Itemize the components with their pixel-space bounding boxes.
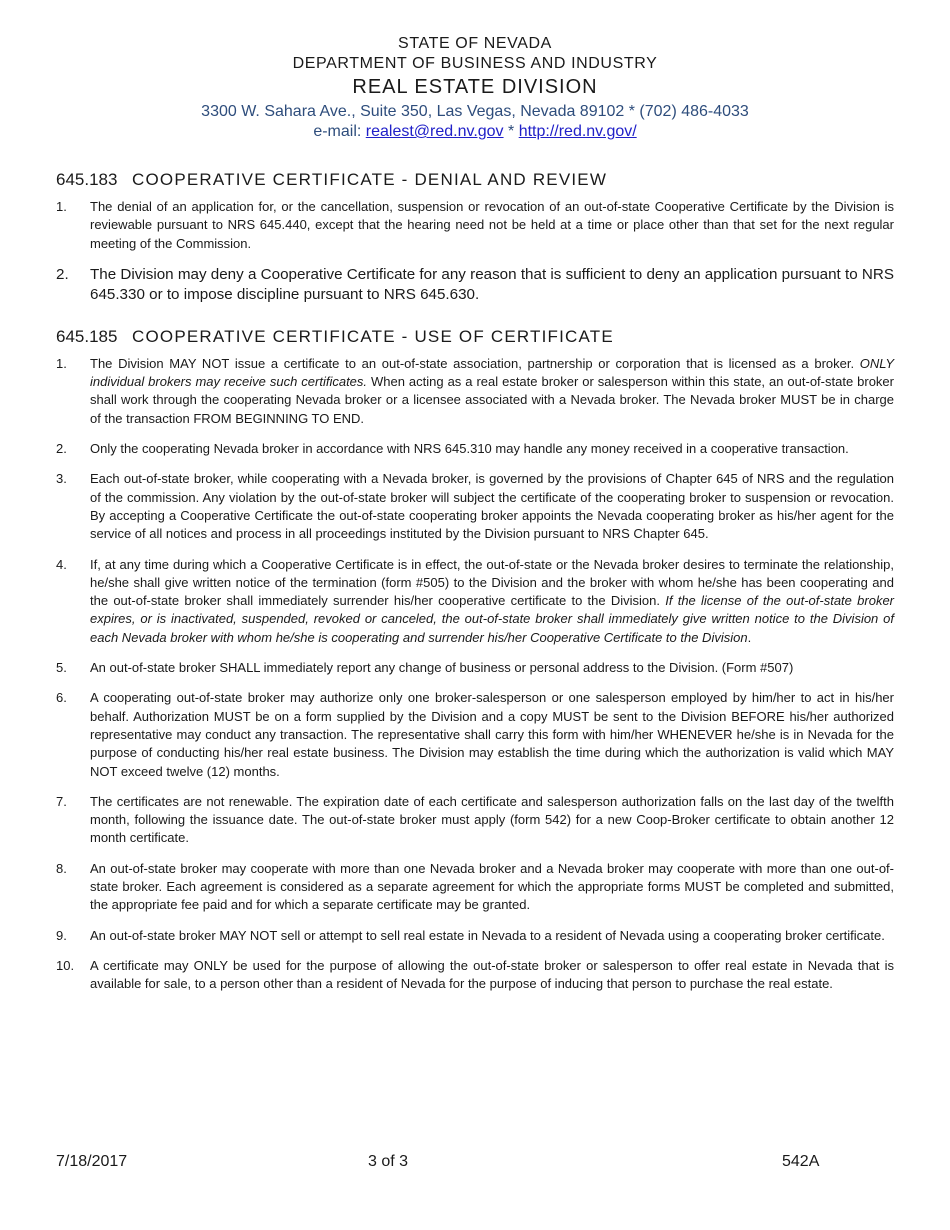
section-heading: COOPERATIVE CERTIFICATE - DENIAL AND REVIEW	[132, 170, 608, 189]
item-text: A certificate may ONLY be used for the purpose of allowing the out-of-state broker or salesperson to offer real estate in Nevada that is available for sale, to a person other than a resident of Nevada for the purpose of inducing that person to purchase the real estate.	[90, 957, 894, 992]
contact-line	[0, 122, 950, 142]
item-text-italic: ONLY individual brokers may receive such certificates.	[90, 355, 894, 390]
separator: *	[503, 123, 519, 140]
page-number: 3 of 3	[368, 1153, 409, 1170]
section-title	[56, 327, 894, 347]
document-body	[56, 170, 894, 1006]
item-number: 1.	[56, 355, 67, 371]
item-number: 10.	[56, 957, 75, 973]
page-footer	[56, 1153, 896, 1175]
list-item	[56, 793, 894, 848]
item-text: The denial of an application for, or the cancellation, suspension or revocation of an out-of-state Cooperative Certificate by the Division is reviewable pursuant to NRS 645.440, except that the hearing need not be held at a time or place other than that set for the next regular meeting of the Commission.	[90, 199, 894, 251]
website-link[interactable]: http://red.nv.gov/	[518, 123, 637, 140]
item-text: Each out-of-state broker, while cooperating with a Nevada broker, is governed by the provisions of Chapter 645 of NRS and the regulation of the commission. Any violation by the out-of-state broker will subject the certificate of the cooperating broker to suspension or revocation. By accepting a Cooperative Certificate the out-of-state cooperating broker appoints the Nevada cooperating broker as his/her agent for the service of all notices and process in all proceedings instituted by the Division pursuant to NRS Chapter 645.	[90, 471, 894, 542]
item-number: 6.	[56, 690, 67, 706]
item-number: 5.	[56, 660, 67, 676]
list-item	[56, 689, 894, 780]
item-number: 4.	[56, 556, 67, 572]
item-number: 1.	[56, 199, 67, 214]
email-label: e-mail:	[313, 123, 366, 140]
item-number: 2.	[56, 265, 69, 283]
item-text	[90, 355, 894, 428]
list-item	[56, 355, 894, 428]
item-text: The certificates are not renewable. The expiration date of each certificate and salesperson authorization falls on the last day of the twelfth month, following the issuance date. The out-of-state broker must apply (form 542) for a new Coop-Broker certificate to obtain another 12 month certificate.	[90, 793, 894, 846]
section-title	[56, 170, 894, 190]
list-item	[56, 957, 894, 994]
list-item	[56, 860, 894, 915]
item-text: An out-of-state broker SHALL immediately report any change of business or personal address to the Division. (Form #507)	[90, 660, 794, 676]
footer-date: 7/18/2017	[56, 1153, 128, 1170]
list-item	[56, 470, 894, 543]
list-item	[56, 198, 894, 253]
item-text-part: If, at any time during which a Cooperative Certificate is in effect, the out-of-state or the Nevada broker desires to terminate the relationship, he/she shall give written notice of the termination (form #505) to the Division and the broker with whom he/she has been cooperating and the out-of-state broker shall immediately surrender his/her cooperative certificate to the Division.	[90, 556, 894, 609]
department-name: DEPARTMENT OF BUSINESS AND INDUSTRY	[292, 55, 658, 72]
list-item	[56, 927, 894, 945]
letterhead	[0, 34, 950, 142]
item-text-part: The Division MAY NOT issue a certificate to an out-of-state association, partnership or corporation that is licensed as a broker.	[90, 355, 860, 371]
item-text: A cooperating out-of-state broker may authorize only one broker-salesperson or one salesperson employed by him/her to act in his/her behalf. Authorization MUST be on a form supplied by the Division and a copy MUST be sent to the Division BEFORE his/her authorized representative may conduct any transaction. The representative shall carry this form with him/her WHENEVER he/she is in Nevada for the purpose of conducting his/her real estate business. The Division may establish the time during which the authorization is valid which MAY NOT exceed twelve (12) months.	[90, 690, 894, 779]
item-text: An out-of-state broker MAY NOT sell or attempt to sell real estate in Nevada to a resident of Nevada using a cooperating broker certificate.	[90, 927, 885, 943]
item-number: 8.	[56, 860, 67, 876]
list-item	[56, 556, 894, 647]
item-number: 2.	[56, 441, 67, 457]
address-line: 3300 W. Sahara Ave., Suite 350, Las Vegas, Nevada 89102 * (702) 486-4033	[201, 103, 749, 120]
item-text: An out-of-state broker may cooperate with more than one Nevada broker and a Nevada broker may cooperate with more than one out-of-state broker. Each agreement is considered as a separate agreement for which the appropriate forms MUST be completed and submitted, the appropriate fee paid and for which a separate certificate may be granted.	[90, 860, 894, 913]
item-text: Only the cooperating Nevada broker in accordance with NRS 645.310 may handle any money received in a cooperative transaction.	[90, 441, 849, 457]
list-item	[56, 440, 894, 458]
item-number: 3.	[56, 471, 67, 487]
item-text-part: .	[747, 629, 752, 645]
email-link[interactable]: realest@red.nv.gov	[365, 123, 504, 140]
form-number: 542A	[782, 1153, 820, 1170]
item-text-part: When acting as a real estate broker or salesperson within this state, an out-of-state broker shall work through the cooperating Nevada broker or a licensee associated with a Nevada broker. The Nevada broker MUST be in charge of the transaction FROM BEGINNING TO END.	[90, 374, 894, 426]
section-number: 645.183	[56, 170, 118, 189]
list-item	[56, 659, 894, 677]
item-text: The Division may deny a Cooperative Certificate for any reason that is sufficient to deny an application pursuant to NRS 645.330 or to impose discipline pursuant to NRS 645.630.	[90, 265, 894, 303]
item-number: 9.	[56, 927, 67, 943]
division-name: REAL ESTATE DIVISION	[352, 76, 598, 98]
list-item	[56, 265, 894, 305]
section-heading: COOPERATIVE CERTIFICATE - USE OF CERTIFICATE	[132, 326, 614, 346]
state-name: STATE OF NEVADA	[398, 35, 552, 52]
item-number: 7.	[56, 793, 67, 809]
section-number: 645.185	[56, 326, 118, 346]
item-text-italic: If the license of the out-of-state broker expires, or is inactivated, suspended, revoked or canceled, the out-of-state broker shall immediately give written notice to the Division of each Nevada broker with whom he/she is cooperating and surrender his/her Cooperative Certificate to the Division	[90, 593, 894, 645]
item-text	[90, 556, 894, 647]
